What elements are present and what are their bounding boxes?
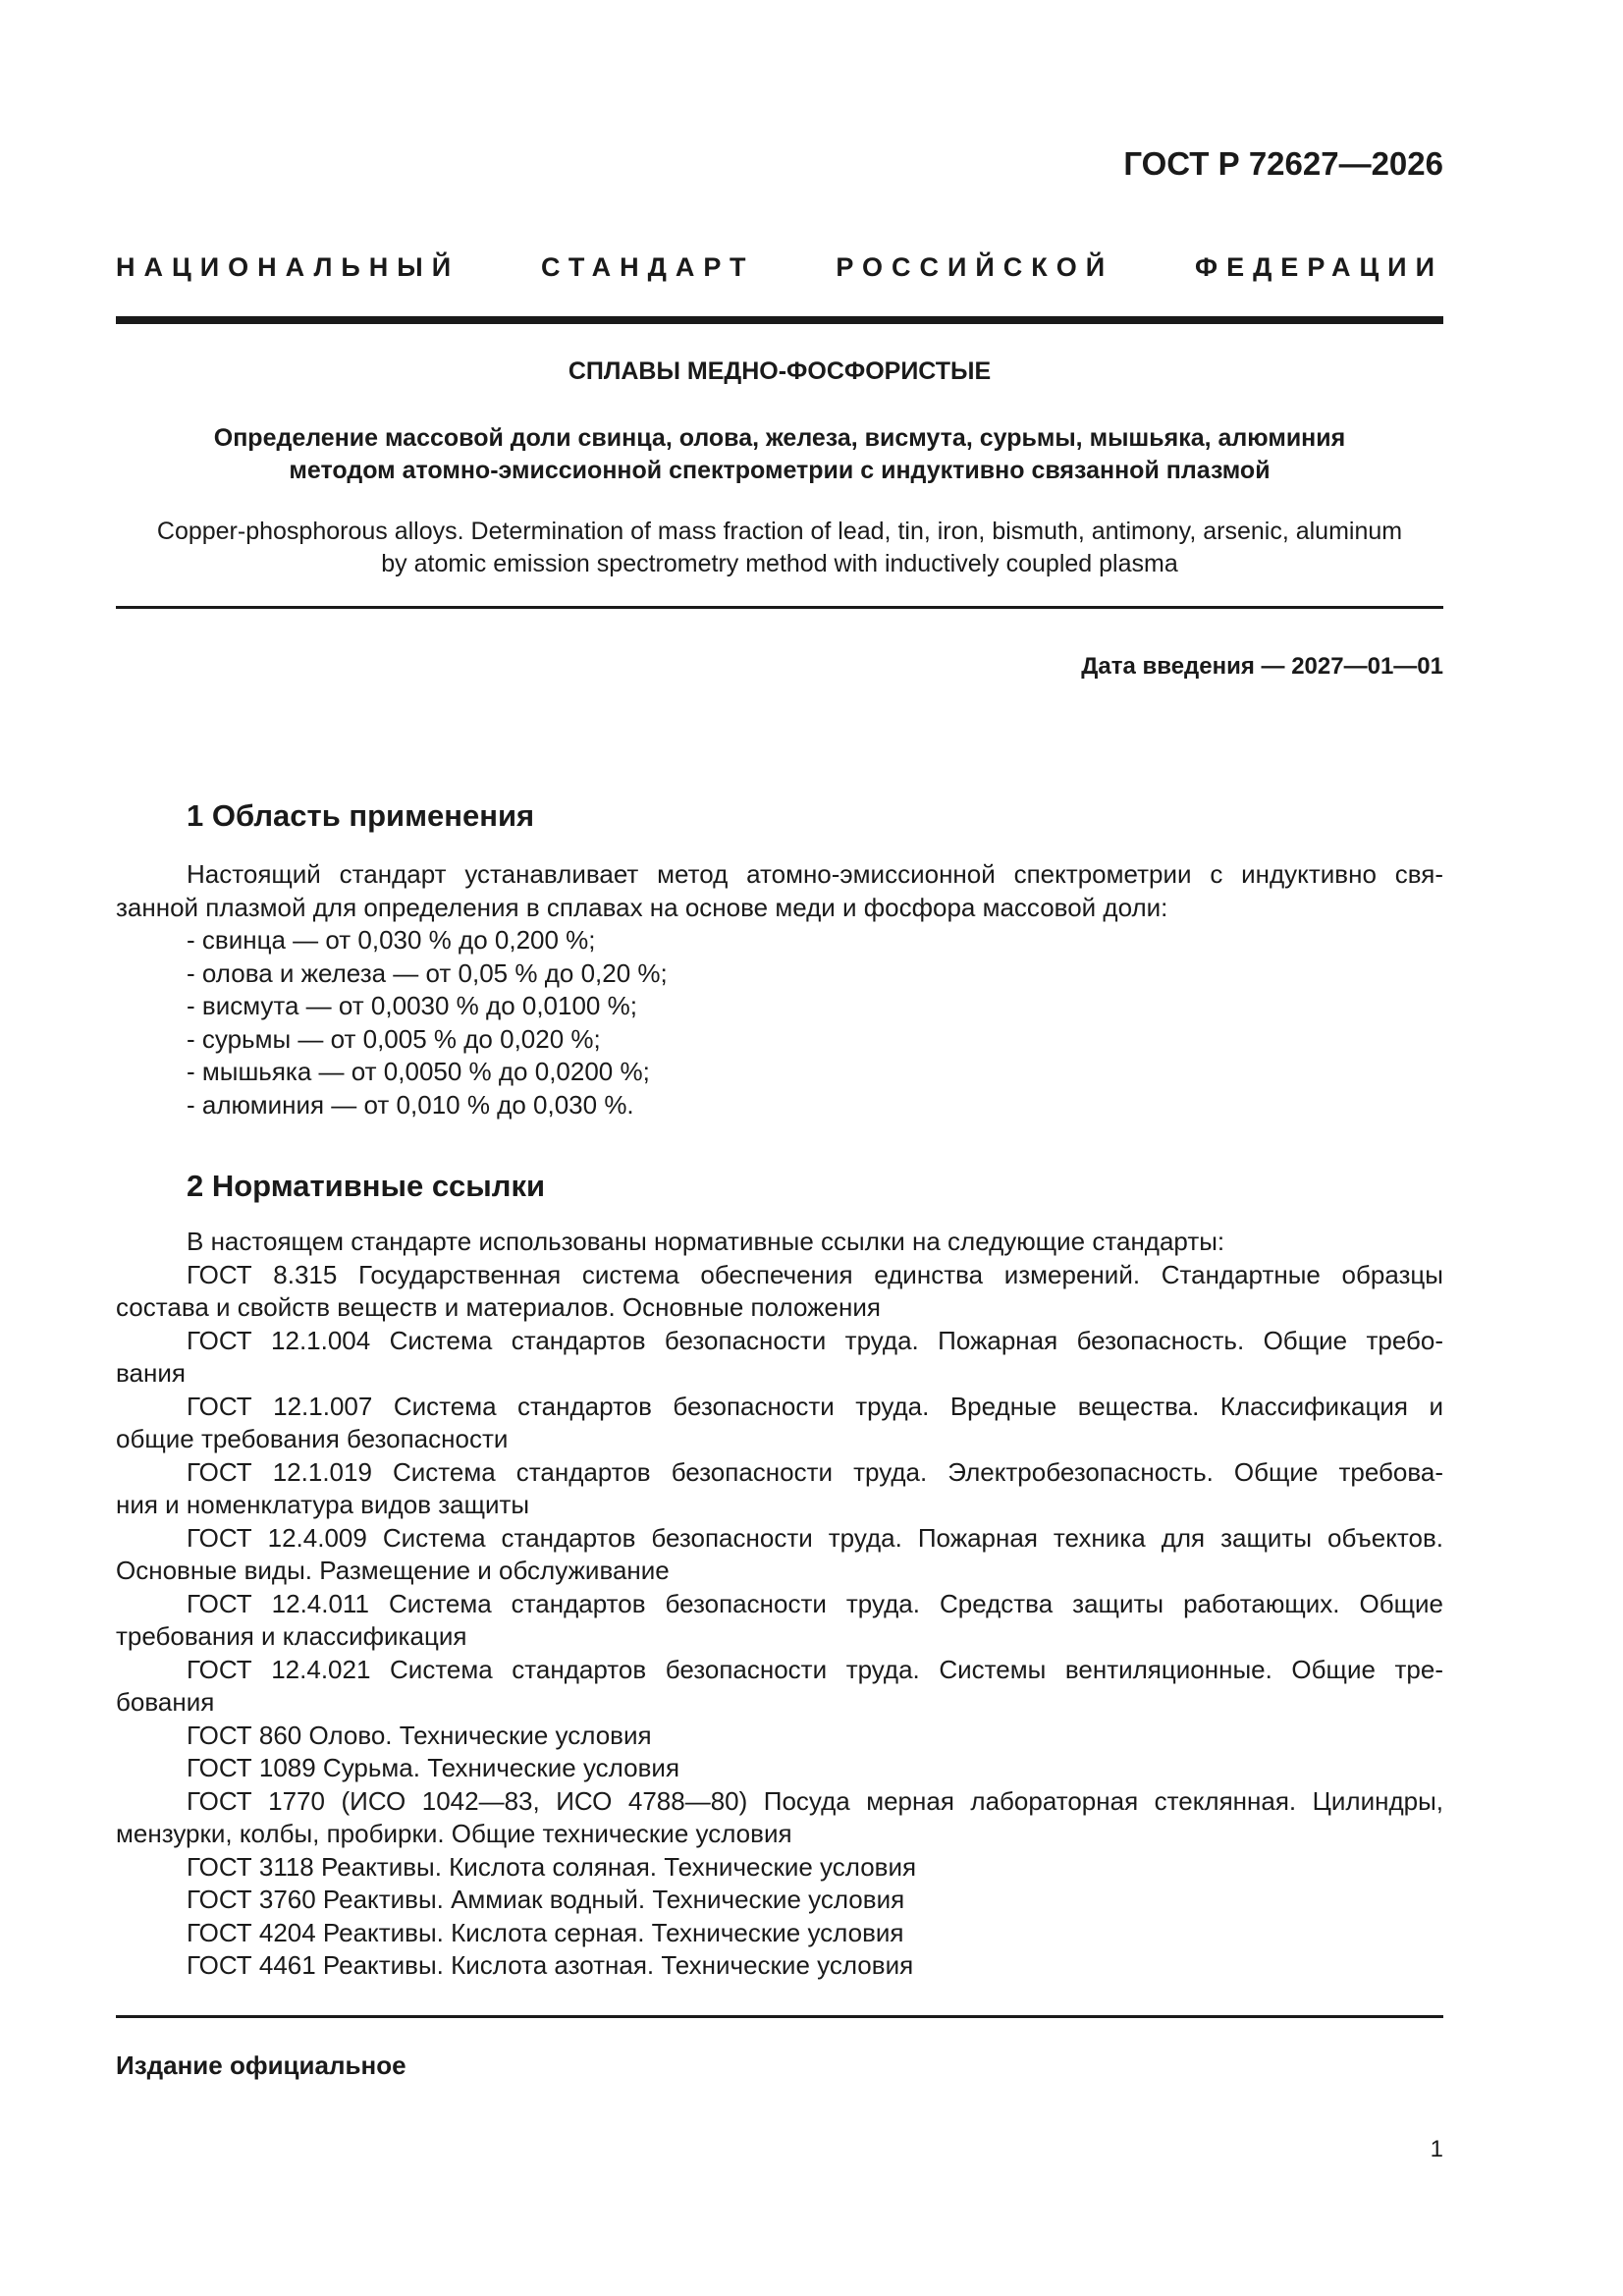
reference-line: ния и номенклатура видов защиты <box>116 1490 530 1519</box>
reference-line: ГОСТ 860 Олово. Технические условия <box>187 1720 652 1750</box>
reference-line: ГОСТ 3118 Реактивы. Кислота соляная. Технические условия <box>187 1851 917 1882</box>
reference-line: Основные виды. Размещение и обслуживание <box>116 1556 670 1585</box>
official-edition-label: Издание официальное <box>116 2050 406 2080</box>
section-2-body <box>116 1226 1443 1983</box>
reference-line: ГОСТ 1089 Сурьма. Технические условия <box>187 1753 680 1782</box>
subtitle-en-line: by atomic emission spectrometry method with inductively coupled plasma <box>381 550 1178 577</box>
reference-line: состава и свойств веществ и материалов. Основные положения <box>116 1292 881 1322</box>
document-subtitle-en <box>116 516 1443 580</box>
paragraph-line: занной плазмой для определения в сплавах на основе меди и фосфора массовой доли: <box>116 892 1168 922</box>
reference-line: мензурки, колбы, пробирки. Общие технические условия <box>116 1819 792 1848</box>
subtitle-ru-line: методом атомно-эмиссионной спектрометрии с индуктивно связанной плазмой <box>289 457 1271 484</box>
title-rule <box>116 606 1443 609</box>
paragraph-line: Настоящий стандарт устанавливает метод атомно-эмиссионной спектрометрии с индуктивно свя- <box>187 859 1443 889</box>
subtitle-ru-line: Определение массовой доли свинца, олова, железа, висмута, сурьмы, мышьяка, алюминия <box>213 424 1346 452</box>
subtitle-en-line: Copper-phosphorous alloys. Determination of mass fraction of lead, tin, iron, bismuth, antimony, arsenic, aluminum <box>156 518 1403 545</box>
reference-line: требования и классификация <box>116 1621 467 1651</box>
reference-line: ГОСТ 12.4.011 Система стандартов безопасности труда. Средства защиты работающих. Общие <box>187 1588 1443 1618</box>
page-number: 1 <box>1430 2136 1443 2162</box>
list-item: - сурьмы — от 0,005 % до 0,020 %; <box>187 1023 601 1054</box>
reference-line: ГОСТ 3760 Реактивы. Аммиак водный. Технические условия <box>187 1885 905 1914</box>
reference-line: ГОСТ 8.315 Государственная система обеспечения единства измерений. Стандартные образцы <box>187 1259 1443 1289</box>
document-subtitle-ru <box>116 422 1443 487</box>
reference-line: общие требования безопасности <box>116 1424 509 1453</box>
reference-line: ГОСТ 1770 (ИСО 1042—83, ИСО 4788—80) Посуда мерная лабораторная стеклянная. Цилиндры, <box>187 1785 1443 1816</box>
reference-line: ГОСТ 4204 Реактивы. Кислота серная. Технические условия <box>187 1917 904 1947</box>
reference-line: вания <box>116 1358 186 1388</box>
reference-line: ГОСТ 12.4.021 Система стандартов безопасности труда. Системы вентиляционные. Общие тре- <box>187 1654 1443 1684</box>
paragraph-line: В настоящем стандарте использованы нормативные ссылки на следующие стандарты: <box>187 1227 1225 1256</box>
section-2-heading: 2 Нормативные ссылки <box>187 1169 546 1203</box>
list-item: - мышьяка — от 0,0050 % до 0,0200 %; <box>187 1057 650 1086</box>
standard-designation: ГОСТ Р 72627—2026 <box>1123 145 1443 182</box>
list-item: - свинца — от 0,030 % до 0,200 %; <box>187 925 596 955</box>
section-1-heading: 1 Область применения <box>187 798 535 833</box>
footer-rule <box>116 2015 1443 2018</box>
reference-line: ГОСТ 12.1.004 Система стандартов безопасности труда. Пожарная безопасность. Общие требо- <box>187 1325 1443 1355</box>
section-1-body <box>116 858 1443 1121</box>
header-rule <box>116 316 1443 324</box>
reference-line: ГОСТ 12.1.007 Система стандартов безопасности труда. Вредные вещества. Классификация и <box>187 1391 1443 1421</box>
document-title: СПЛАВЫ МЕДНО-ФОСФОРИСТЫЕ <box>568 357 992 385</box>
list-item: - алюминия — от 0,010 % до 0,030 %. <box>187 1089 634 1120</box>
reference-line: ГОСТ 12.4.009 Система стандартов безопасности труда. Пожарная техника для защиты объектов. <box>187 1522 1443 1553</box>
reference-line: бования <box>116 1687 215 1717</box>
national-standard-banner: НАЦИОНАЛЬНЫЙ СТАНДАРТ РОССИЙСКОЙ ФЕДЕРАЦИИ <box>116 252 1443 282</box>
reference-line: ГОСТ 4461 Реактивы. Кислота азотная. Технические условия <box>187 1950 914 1980</box>
reference-line: ГОСТ 12.1.019 Система стандартов безопасности труда. Электробезопасность. Общие требова- <box>187 1456 1443 1487</box>
introduction-date: Дата введения — 2027—01—01 <box>1081 653 1443 680</box>
list-item: - олова и железа — от 0,05 % до 0,20 %; <box>187 957 668 988</box>
list-item: - висмута — от 0,0030 % до 0,0100 %; <box>187 991 637 1020</box>
